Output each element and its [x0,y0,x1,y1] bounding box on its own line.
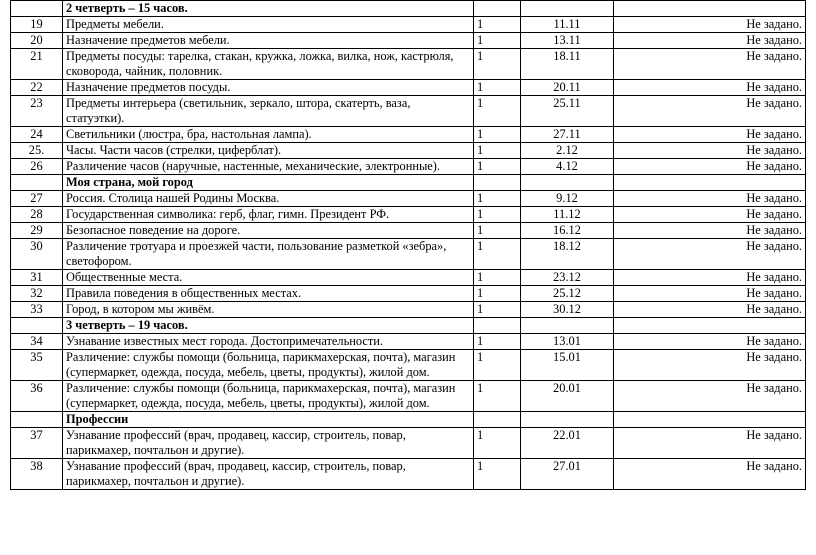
lesson-hours: 1 [474,191,521,207]
lesson-number: 26 [11,159,63,175]
lesson-hours: 1 [474,33,521,49]
lesson-topic: Назначение предметов посуды. [63,80,474,96]
section-status-cell [614,318,806,334]
lesson-number: 28 [11,207,63,223]
table-row [11,334,806,350]
table-row [11,350,806,381]
homework-status: Не задано. [614,96,806,127]
lesson-topic: Различение: службы помощи (больница, парикмахерская, почта), магазин (супермаркет, одежда, посуда, мебель, цветы, продукты), жилой дом. [63,381,474,412]
lesson-hours: 1 [474,428,521,459]
lesson-topic: Россия. Столица нашей Родины Москва. [63,191,474,207]
lesson-hours: 1 [474,302,521,318]
lesson-topic: Узнавание профессий (врач, продавец, кассир, строитель, повар, парикмахер, почтальон и другие). [63,459,474,490]
lesson-topic: Предметы посуды: тарелка, стакан, кружка, ложка, вилка, нож, кастрюля, сковорода, чайник, половник. [63,49,474,80]
lesson-plan-table [10,0,806,490]
homework-status: Не задано. [614,143,806,159]
lesson-number: 32 [11,286,63,302]
table-row [11,459,806,490]
homework-status: Не задано. [614,80,806,96]
table-row [11,143,806,159]
homework-status: Не задано. [614,17,806,33]
lesson-hours: 1 [474,96,521,127]
homework-status: Не задано. [614,459,806,490]
lesson-number: 31 [11,270,63,286]
lesson-date: 9.12 [521,191,614,207]
lesson-number: 25. [11,143,63,159]
lesson-date: 16.12 [521,223,614,239]
lesson-date: 30.12 [521,302,614,318]
lesson-topic: Назначение предметов мебели. [63,33,474,49]
lesson-hours: 1 [474,207,521,223]
section-title: 3 четверть – 19 часов. [63,318,474,334]
lesson-hours: 1 [474,334,521,350]
homework-status: Не задано. [614,127,806,143]
homework-status: Не задано. [614,239,806,270]
lesson-hours: 1 [474,286,521,302]
section-hours-cell [474,175,521,191]
lesson-topic: Государственная символика: герб, флаг, гимн. Президент РФ. [63,207,474,223]
table-row [11,381,806,412]
lesson-number: 30 [11,239,63,270]
lesson-date: 13.11 [521,33,614,49]
lesson-number: 36 [11,381,63,412]
lesson-hours: 1 [474,381,521,412]
table-row [11,80,806,96]
lesson-number: 21 [11,49,63,80]
lesson-date: 15.01 [521,350,614,381]
section-number-cell [11,175,63,191]
section-number-cell [11,318,63,334]
section-date-cell [521,1,614,17]
lesson-topic: Различение часов (наручные, настенные, механические, электронные). [63,159,474,175]
table-row [11,49,806,80]
lesson-date: 22.01 [521,428,614,459]
lesson-number: 34 [11,334,63,350]
homework-status: Не задано. [614,334,806,350]
lesson-number: 38 [11,459,63,490]
lesson-number: 20 [11,33,63,49]
table-row [11,17,806,33]
lesson-date: 23.12 [521,270,614,286]
lesson-topic: Общественные места. [63,270,474,286]
lesson-date: 20.01 [521,381,614,412]
lesson-date: 11.12 [521,207,614,223]
table-row [11,33,806,49]
lesson-date: 18.11 [521,49,614,80]
lesson-date: 13.01 [521,334,614,350]
homework-status: Не задано. [614,159,806,175]
lesson-topic: Правила поведения в общественных местах. [63,286,474,302]
homework-status: Не задано. [614,428,806,459]
lesson-hours: 1 [474,350,521,381]
lesson-topic: Светильники (люстра, бра, настольная лампа). [63,127,474,143]
section-status-cell [614,1,806,17]
lesson-hours: 1 [474,49,521,80]
table-row [11,286,806,302]
lesson-hours: 1 [474,270,521,286]
homework-status: Не задано. [614,286,806,302]
lesson-topic: Безопасное поведение на дороге. [63,223,474,239]
section-title: 2 четверть – 15 часов. [63,1,474,17]
homework-status: Не задано. [614,270,806,286]
section-row [11,1,806,17]
lesson-hours: 1 [474,459,521,490]
lesson-topic: Узнавание известных мест города. Достопримечательности. [63,334,474,350]
homework-status: Не задано. [614,381,806,412]
section-date-cell [521,318,614,334]
homework-status: Не задано. [614,350,806,381]
homework-status: Не задано. [614,191,806,207]
table-row [11,428,806,459]
lesson-number: 23 [11,96,63,127]
lesson-date: 4.12 [521,159,614,175]
lesson-topic: Город, в котором мы живём. [63,302,474,318]
section-status-cell [614,412,806,428]
lesson-number: 37 [11,428,63,459]
table-row [11,207,806,223]
homework-status: Не задано. [614,223,806,239]
section-date-cell [521,412,614,428]
lesson-topic: Различение: службы помощи (больница, парикмахерская, почта), магазин (супермаркет, одежда, посуда, мебель, цветы, продукты), жилой дом. [63,350,474,381]
lesson-topic: Предметы мебели. [63,17,474,33]
homework-status: Не задано. [614,33,806,49]
lesson-date: 2.12 [521,143,614,159]
section-row [11,412,806,428]
lesson-hours: 1 [474,143,521,159]
table-row [11,159,806,175]
homework-status: Не задано. [614,207,806,223]
table-row [11,223,806,239]
lesson-number: 29 [11,223,63,239]
lesson-number: 27 [11,191,63,207]
lesson-number: 24 [11,127,63,143]
lesson-date: 18.12 [521,239,614,270]
lesson-date: 20.11 [521,80,614,96]
table-row [11,270,806,286]
lesson-hours: 1 [474,127,521,143]
homework-status: Не задано. [614,49,806,80]
section-title: Моя страна, мой город [63,175,474,191]
lesson-number: 22 [11,80,63,96]
homework-status: Не задано. [614,302,806,318]
table-row [11,96,806,127]
lesson-topic: Различение тротуара и проезжей части, пользование разметкой «зебра», светофором. [63,239,474,270]
lesson-topic: Часы. Части часов (стрелки, циферблат). [63,143,474,159]
section-number-cell [11,412,63,428]
lesson-plan-body [11,1,806,490]
table-row [11,191,806,207]
section-row [11,175,806,191]
lesson-hours: 1 [474,80,521,96]
lesson-topic: Предметы интерьера (светильник, зеркало, штора, скатерть, ваза, статуэтки). [63,96,474,127]
table-row [11,239,806,270]
lesson-number: 33 [11,302,63,318]
lesson-topic: Узнавание профессий (врач, продавец, кассир, строитель, повар, парикмахер, почтальон и другие). [63,428,474,459]
lesson-number: 35 [11,350,63,381]
lesson-hours: 1 [474,17,521,33]
table-row [11,127,806,143]
lesson-hours: 1 [474,239,521,270]
section-date-cell [521,175,614,191]
section-status-cell [614,175,806,191]
section-number-cell [11,1,63,17]
lesson-hours: 1 [474,159,521,175]
lesson-date: 25.12 [521,286,614,302]
lesson-date: 25.11 [521,96,614,127]
lesson-date: 27.01 [521,459,614,490]
table-row [11,302,806,318]
section-hours-cell [474,412,521,428]
lesson-date: 27.11 [521,127,614,143]
lesson-hours: 1 [474,223,521,239]
section-hours-cell [474,1,521,17]
section-row [11,318,806,334]
lesson-number: 19 [11,17,63,33]
section-title: Профессии [63,412,474,428]
section-hours-cell [474,318,521,334]
lesson-date: 11.11 [521,17,614,33]
